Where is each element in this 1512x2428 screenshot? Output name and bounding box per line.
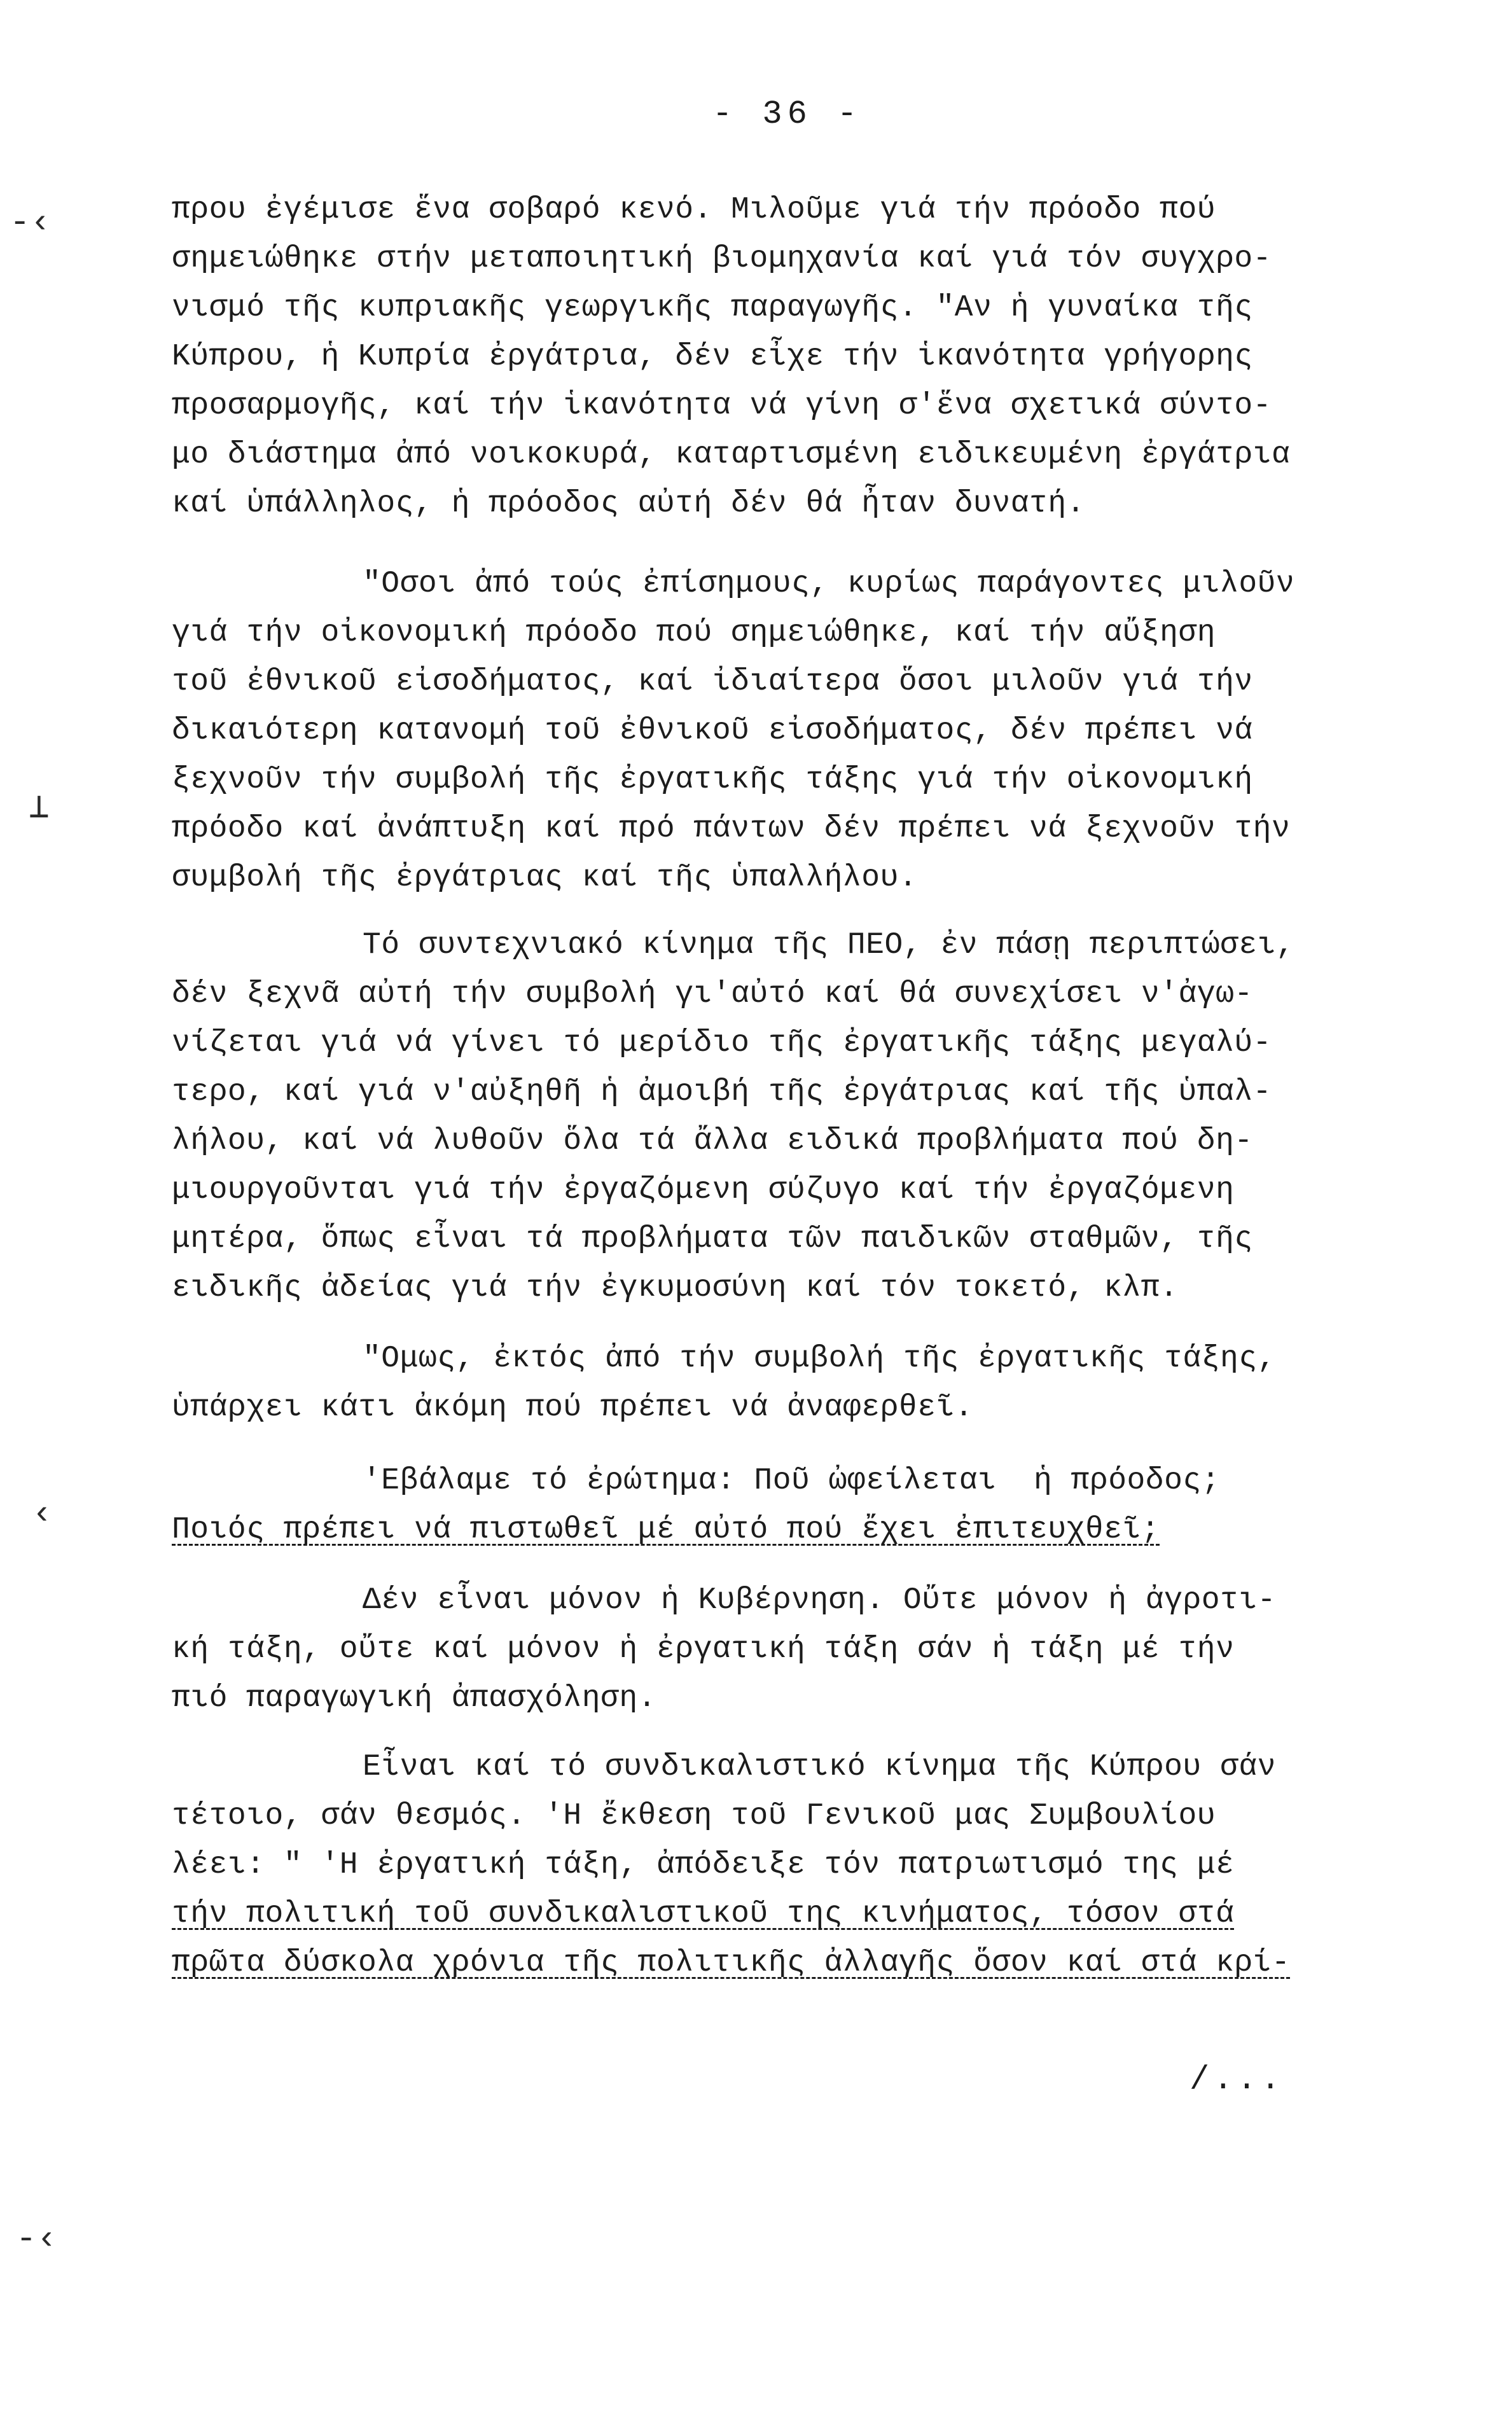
text-line: μιουργοῦνται γιά τήν ἐργαζόμενη σύζυγο καί τήν ἐργαζόμενη: [172, 1173, 1235, 1207]
text-line: συμβολή τῆς ἐργάτριας καί τῆς ὑπαλλήλου.: [172, 861, 918, 895]
text-line: Τό συντεχνιακό κίνημα τῆς ΠΕΟ, ἐν πάσῃ περιπτώσει,: [363, 928, 1295, 962]
text-line: λήλου, καί νά λυθοῦν ὅλα τά ἄλλα ειδικά προβλήματα πού δη-: [172, 1124, 1253, 1158]
margin-tick-mark: ‹: [32, 1495, 53, 1534]
text-line: κή τάξη, οὔτε καί μόνον ἡ ἐργατική τάξη σάν ἡ τάξη μέ τήν: [172, 1632, 1235, 1667]
text-line: σημειώθηκε στήν μεταποιητική βιομηχανία καί γιά τόν συγχρο-: [172, 242, 1272, 276]
text-line: τερο, καί γιά ν'αὐξηθῆ ἡ ἀμοιβή τῆς ἐργάτριας καί τῆς ὑπαλ-: [172, 1075, 1272, 1109]
text-line: μητέρα, ὅπως εἶναι τά προβλήματα τῶν παιδικῶν σταθμῶν, τῆς: [172, 1222, 1253, 1256]
text-line: δικαιότερη κατανομή τοῦ ἐθνικοῦ εἰσοδήματος, δέν πρέπει νά: [172, 714, 1253, 748]
text-line: λέει: " 'Η ἐργατική τάξη, ἀπόδειξε τόν πατριωτισμό της μέ: [172, 1848, 1235, 1882]
margin-tick-mark: ⊥: [29, 789, 50, 828]
text-line: νίζεται γιά νά γίνει τό μερίδιο τῆς ἐργατικῆς τάξης μεγαλύ-: [172, 1026, 1272, 1060]
text-line: δέν ξεχνᾶ αὐτή τήν συμβολή γι'αὐτό καί θά συνεχίσει ν'ἀγω-: [172, 977, 1253, 1011]
paragraph-5: [172, 1457, 1380, 1555]
underlined-quote-line: πρῶτα δύσκολα χρόνια τῆς πολιτικῆς ἀλλαγῆς ὅσον καί στά κρί-: [172, 1946, 1291, 1980]
text-line: γιά τήν οἰκονομική πρόοδο πού σημειώθηκε, καί τήν αὔξηση: [172, 616, 1216, 650]
text-line: Κύπρου, ἡ Κυπρία ἐργάτρια, δέν εἶχε τήν ἱκανότητα γρήγορης: [172, 340, 1253, 374]
margin-tick-mark: -‹: [16, 2220, 57, 2259]
paragraph-2: [172, 560, 1380, 903]
text-line: "Ομως, ἐκτός ἀπό τήν συμβολή τῆς ἐργατικῆς τάξης,: [363, 1342, 1276, 1376]
text-line: ειδικῆς ἀδείας γιά τήν ἐγκυμοσύνη καί τόν τοκετό, κλπ.: [172, 1271, 1179, 1305]
text-line: 'Εβάλαμε τό ἐρώτημα: Ποῦ ὠφείλεται ἡ πρόοδος;: [363, 1464, 1221, 1498]
text-line: "Οσοι ἀπό τούς ἐπίσημους, κυρίως παράγοντες μιλοῦν: [363, 567, 1295, 601]
underlined-quote-line: τήν πολιτική τοῦ συνδικαλιστικοῦ της κινήματος, τόσον στά: [172, 1897, 1235, 1931]
text-line: καί ὑπάλληλος, ἡ πρόοδος αὐτή δέν θά ἦταν δυνατή.: [172, 487, 1085, 521]
paragraph-7: [172, 1743, 1380, 1988]
text-line: τέτοιο, σάν θεσμός. 'Η ἔκθεση τοῦ Γενικοῦ μας Συμβουλίου: [172, 1799, 1216, 1833]
paragraph-4: [172, 1335, 1380, 1433]
paragraph-6: [172, 1576, 1380, 1723]
text-line: νισμό τῆς κυπριακῆς γεωργικῆς παραγωγῆς. "Αν ἡ γυναίκα τῆς: [172, 291, 1253, 325]
text-line: ξεχνοῦν τήν συμβολή τῆς ἐργατικῆς τάξης γιά τήν οἰκονομική: [172, 763, 1253, 797]
text-line: πρόοδο καί ἀνάπτυξη καί πρό πάντων δέν πρέπει νά ξεχνοῦν τήν: [172, 812, 1291, 846]
text-line: τοῦ ἐθνικοῦ εἰσοδήματος, καί ἰδιαίτερα ὅσοι μιλοῦν γιά τήν: [172, 665, 1253, 699]
page-number: - 36 -: [712, 95, 863, 133]
text-line: Δέν εἶναι μόνον ἡ Κυβέρνηση. Οὔτε μόνον ἡ ἀγροτι-: [363, 1583, 1276, 1618]
text-line: πιό παραγωγική ἀπασχόληση.: [172, 1681, 656, 1716]
text-line: προσαρμογῆς, καί τήν ἱκανότητα νά γίνη σ'ἕνα σχετικά σύντο-: [172, 389, 1272, 423]
paragraph-3: [172, 921, 1380, 1313]
underlined-question: Ποιός πρέπει νά πιστωθεῖ μέ αὐτό πού ἔχει ἐπιτευχθεῖ;: [172, 1513, 1160, 1547]
continuation-mark: /...: [1189, 2061, 1284, 2098]
text-line: μο διάστημα ἀπό νοικοκυρά, καταρτισμένη ειδικευμένη ἐργάτρια: [172, 438, 1291, 472]
text-line: πρου ἐγέμισε ἕνα σοβαρό κενό. Μιλοῦμε γιά τήν πρόοδο πού: [172, 193, 1216, 227]
margin-tick-mark: -‹: [10, 204, 51, 242]
text-line: ὑπάρχει κάτι ἀκόμη πού πρέπει νά ἀναφερθεῖ.: [172, 1391, 974, 1425]
text-line: Εἶναι καί τό συνδικαλιστικό κίνημα τῆς Κύπρου σάν: [363, 1750, 1276, 1784]
paragraph-1: [172, 186, 1380, 529]
